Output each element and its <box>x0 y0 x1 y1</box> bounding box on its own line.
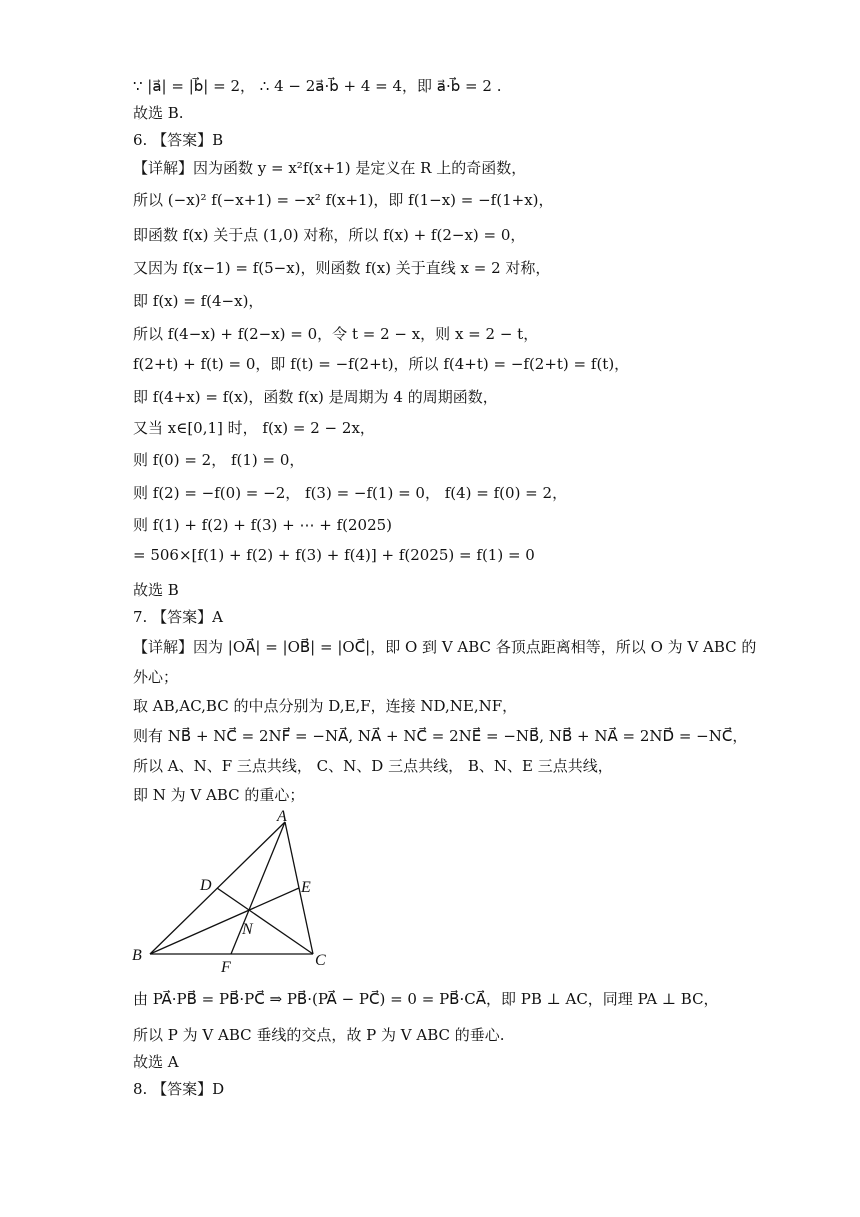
label-a: A <box>277 808 287 825</box>
text-line: 故选 B <box>133 581 179 599</box>
triangle-figure <box>128 806 338 976</box>
question-header: 6. 【答案】B <box>133 131 224 149</box>
text-line: 即 f(x) = f(4−x)， <box>133 292 264 310</box>
median-cd <box>217 888 313 954</box>
label-c: C <box>315 952 326 969</box>
text-line: 所以 (−x)² f(−x+1) = −x² f(x+1)，即 f(1−x) = −f(1+x)， <box>133 191 554 209</box>
text-line: 由 PA⃗·PB⃗ = PB⃗·PC⃗ ⇒ PB⃗·(PA⃗ − PC⃗) = 0 = PB⃗·CA⃗，即 PB ⊥ AC，同理 PA ⊥ BC， <box>133 990 719 1008</box>
label-f: F <box>221 959 231 976</box>
text-line: 则 f(2) = −f(0) = −2， f(3) = −f(1) = 0， f(4) = f(0) = 2， <box>133 484 568 502</box>
text-line: 取 AB,AC,BC 的中点分别为 D,E,F，连接 ND,NE,NF， <box>133 697 518 715</box>
label-b: B <box>132 947 142 964</box>
question-header: 8. 【答案】D <box>133 1080 225 1098</box>
text-line: 故选 B. <box>133 104 184 122</box>
text-line: 即 N 为 V ABC 的重心； <box>133 786 305 804</box>
text-line: 所以 P 为 V ABC 垂线的交点，故 P 为 V ABC 的垂心. <box>133 1026 505 1044</box>
text-line: 则有 NB⃗ + NC⃗ = 2NF⃗ = −NA⃗, NA⃗ + NC⃗ = 2NE⃗ = −NB⃗, NB⃗ + NA⃗ = 2ND⃗ = −NC⃗， <box>133 727 748 745</box>
text-line: 所以 f(4−x) + f(2−x) = 0，令 t = 2 − x，则 x = 2 − t， <box>133 325 539 343</box>
median-be <box>150 888 299 954</box>
text-line: 所以 A、N、F 三点共线， C、N、D 三点共线， B、N、E 三点共线， <box>133 757 613 775</box>
text-line: ∵ |a⃗| = |b⃗| = 2， ∴ 4 − 2a⃗·b⃗ + 4 = 4，即 a⃗·b⃗ = 2 . <box>133 77 502 95</box>
text-line: f(2+t) + f(t) = 0，即 f(t) = −f(2+t)，所以 f(4+t) = −f(2+t) = f(t)， <box>133 355 630 373</box>
label-d: D <box>200 877 212 894</box>
text-line: 则 f(0) = 2， f(1) = 0， <box>133 451 305 469</box>
text-line: 故选 A <box>133 1053 179 1071</box>
label-n: N <box>242 921 253 938</box>
median-af <box>231 822 285 954</box>
text-line: 又当 x∈[0,1] 时， f(x) = 2 − 2x， <box>133 419 375 437</box>
text-line: 即 f(4+x) = f(x)，函数 f(x) 是周期为 4 的周期函数， <box>133 388 498 406</box>
label-e: E <box>301 879 311 896</box>
text-line: 即函数 f(x) 关于点 (1,0) 对称，所以 f(x) + f(2−x) = 0， <box>133 226 526 244</box>
question-header: 7. 【答案】A <box>133 608 223 626</box>
text-line: 【详解】因为函数 y = x²f(x+1) 是定义在 R 上的奇函数， <box>133 159 527 177</box>
text-line: 外心； <box>133 668 179 686</box>
text-line: 则 f(1) + f(2) + f(3) + ⋯ + f(2025) <box>133 516 393 534</box>
text-line: = 506×[f(1) + f(2) + f(3) + f(4)] + f(2025) = f(1) = 0 <box>133 546 535 564</box>
text-line: 又因为 f(x−1) = f(5−x)，则函数 f(x) 关于直线 x = 2 对称， <box>133 259 551 277</box>
text-line: 【详解】因为 |OA⃗| = |OB⃗| = |OC⃗|，即 O 到 V ABC 各顶点距离相等，所以 O 为 V ABC 的 <box>133 638 757 656</box>
